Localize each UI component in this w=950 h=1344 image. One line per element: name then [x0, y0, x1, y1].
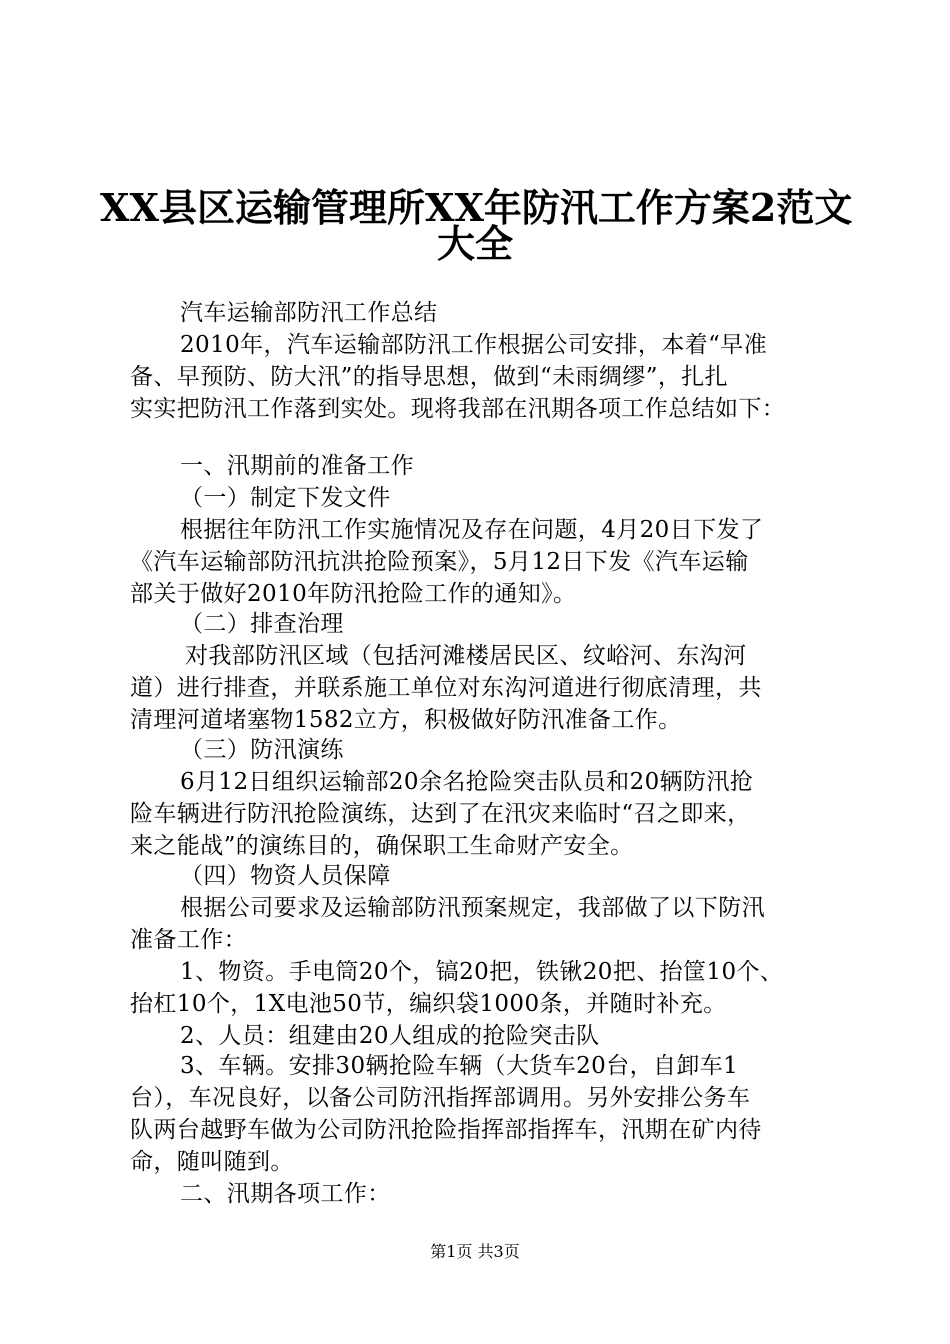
list-item-line: 队两台越野车做为公司防汛抢险指挥部指挥车，汛期在矿内待 [130, 1117, 762, 1143]
subsection-heading: （一）制定下发文件 [180, 485, 391, 511]
paragraph-line: 准备工作： [130, 927, 247, 953]
list-item-line: 3、车辆。安排30辆抢险车辆（大货车20台，自卸车1 [180, 1053, 739, 1079]
paragraph-line: 6月12日组织运输部20余名抢险突击队员和20辆防汛抢 [180, 769, 754, 795]
list-item-line: 2、人员：组建由20人组成的抢险突击队 [180, 1023, 600, 1049]
paragraph-line: 根据公司要求及运输部防汛预案规定，我部做了以下防汛 [180, 895, 765, 921]
paragraph-line: 部关于做好2010年防汛抢险工作的通知》。 [130, 581, 577, 607]
paragraph-line: 对我部防汛区域（包括河滩楼居民区、纹峪河、东沟河 [185, 643, 747, 669]
paragraph-line: 道）进行排查，并联系施工单位对东沟河道进行彻底清理，共 [130, 675, 762, 701]
document-title-line-1: XX县区运输管理所XX年防汛工作方案2范文 [100, 185, 853, 230]
section-heading: 一、汛期前的准备工作 [180, 453, 414, 479]
paragraph-line: 2010年，汽车运输部防汛工作根据公司安排，本着“早准 [180, 332, 768, 358]
paragraph-line: 来之能战”的演练目的，确保职工生命财产安全。 [130, 833, 634, 859]
list-item-line: 台），车况良好，以备公司防汛指挥部调用。另外安排公务车 [130, 1085, 751, 1111]
document-title-line-2: 大全 [436, 221, 513, 266]
paragraph-line: 险车辆进行防汛抢险演练，达到了在汛灾来临时“召之即来， [130, 801, 751, 827]
paragraph-line: 清理河道堵塞物1582立方，积极做好防汛准备工作。 [130, 707, 682, 733]
subsection-heading: （二）排查治理 [180, 611, 344, 637]
list-item-line: 1、物资。手电筒20个，镐20把，铁锹20把、抬筐10个、 [180, 959, 784, 985]
paragraph-line: 《汽车运输部防汛抗洪抢险预案》，5月12日下发《汽车运输 [130, 549, 749, 575]
page-number-footer: 第1页 共3页 [430, 1242, 520, 1261]
subsection-heading: （三）防汛演练 [180, 737, 344, 763]
paragraph-line: 根据往年防汛工作实施情况及存在问题，4月20日下发了 [180, 517, 764, 543]
paragraph-line: 实实把防汛工作落到实处。现将我部在汛期各项工作总结如下： [130, 396, 786, 422]
subsection-heading: （四）物资人员保障 [180, 863, 391, 889]
list-item-line: 抬杠10个，1X电池50节，编织袋1000条，并随时补充。 [130, 991, 727, 1017]
list-item-line: 命，随叫随到。 [130, 1149, 294, 1175]
paragraph-line: 备、早预防、防大汛”的指导思想，做到“未雨绸缪”，扎扎 [130, 364, 729, 390]
section-heading: 汽车运输部防汛工作总结 [180, 300, 438, 326]
section-heading: 二、汛期各项工作： [180, 1181, 391, 1207]
